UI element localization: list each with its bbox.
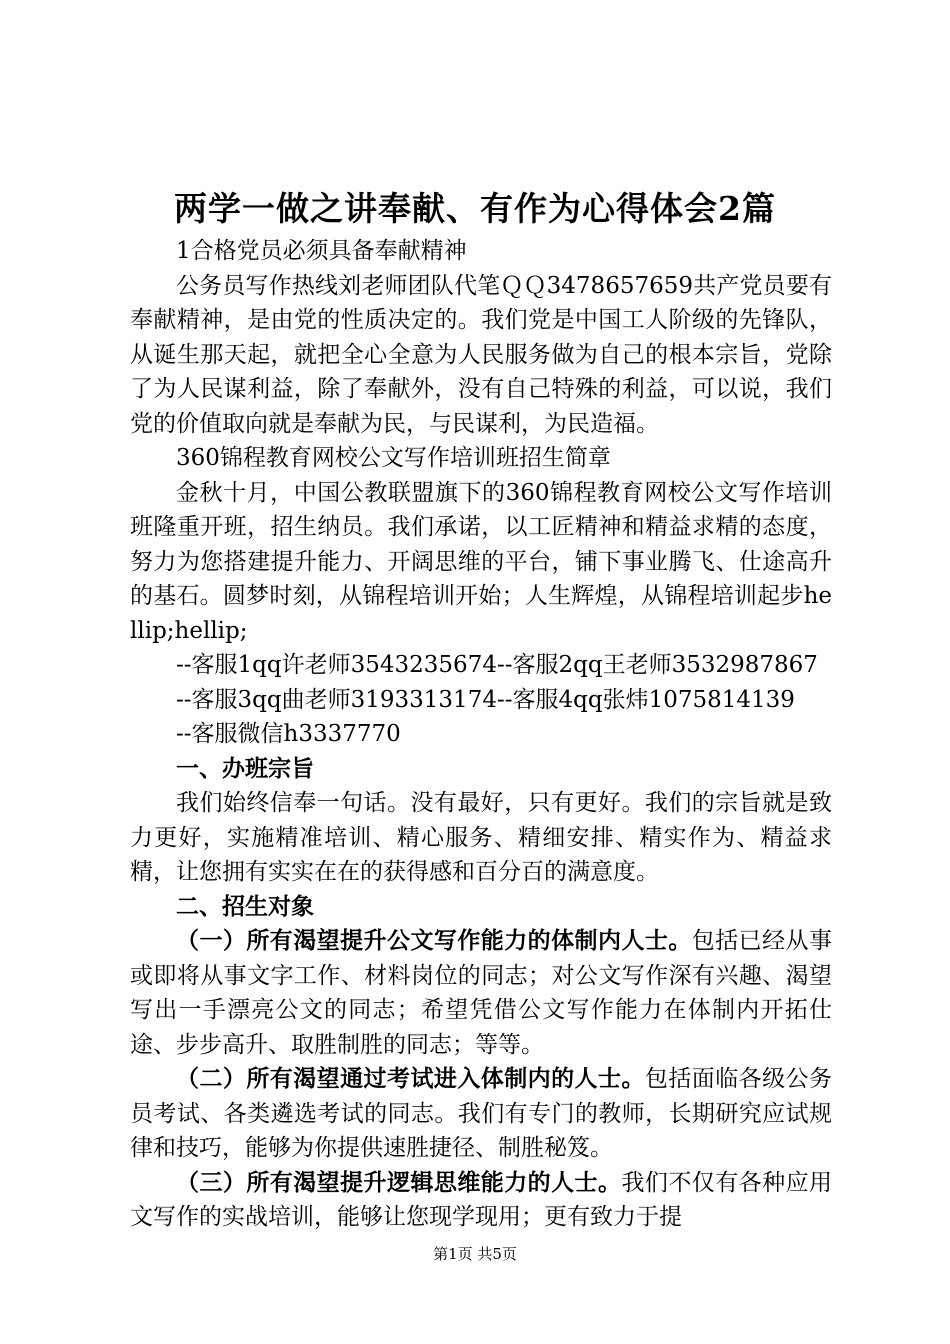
paragraph-text: 包括面临各级公务员考试、各类遴选考试的同志。我们有专门的教师，长期研究应试规律和技巧，能够为你提供速胜捷径、制胜秘笈。 [130,1066,833,1161]
paragraph-lead: （三）所有渴望提升逻辑思维能力的人士。 [176,1168,622,1196]
paragraph-text: 1合格党员必须具备奉献精神 [176,238,467,264]
paragraph-text: 360锦程教育网校公文写作培训班招生简章 [176,445,611,471]
paragraph-ad-intro [130,476,832,649]
paragraph-audience-1 [130,924,832,1062]
paragraph-ad-title [130,441,832,476]
paragraph-lead: （二）所有渴望通过考试进入体制内的人士。 [176,1065,645,1092]
paragraph-audience-2 [130,1062,832,1166]
paragraph-contact-1 [130,648,832,683]
document-title: 两学一做之讲奉献、有作为心得体会2篇 [174,189,776,228]
document-body [130,234,832,1235]
section-heading-purpose: 一、办班宗旨 [176,754,314,782]
paragraph-text: 包括已经从事或即将从事文字工作、材料岗位的同志；对公文写作深有兴趣、渴望写出一手漂亮公文的同志；希望凭借公文写作能力在体制内开拓仕途、步步高升、取胜制胜的同志；等等。 [130,928,833,1058]
paragraph-contact-2 [130,683,832,718]
paragraph-lead: （一）所有渴望提升公文写作能力的体制内人士。 [176,927,692,954]
section-heading-audience: 二、招生对象 [176,892,314,920]
paragraph-text: --客服3qq曲老师3193313174--客服4qq张炜1075814139 [176,686,795,713]
paragraph-audience-3 [130,1166,832,1235]
paragraph-text: 我们不仅有各种应用文写作的实战培训，能够让您现学现用；更有致力于提 [130,1169,833,1230]
paragraph-purpose [130,786,832,890]
paragraph-dedication [130,269,832,442]
paragraph-text: 我们始终信奉一句话。没有最好，只有更好。我们的宗旨就是致力更好，实施精准培训、精心服务、精细安排、精实作为、精益求精，让您拥有实实在在的获得感和百分百的满意度。 [130,790,832,885]
paragraph-contact-3 [130,717,832,752]
paragraph-subtitle-1 [130,234,832,269]
paragraph-text: --客服1qq许老师3543235674--客服2qq王老师3532987867 [176,652,818,678]
paragraph-text: --客服微信h3337770 [176,721,401,747]
paragraph-text: 公务员写作热线刘老师团队代笔ＱＱ3478657659共产党员要有奉献精神，是由党的性质决定的。我们党是中国工人阶级的先锋队，从诞生那天起，就把全心全意为人民服务做为自己的根本宗旨，党除了为人民谋利益，除了奉献外，没有自己特殊的利益，可以说，我们党的价值取向就是奉献为民，与民谋利，为民造福。 [130,272,832,437]
page-footer: 第1页 共5页 [433,1245,517,1263]
paragraph-text: 金秋十月，中国公教联盟旗下的360锦程教育网校公文写作培训班隆重开班，招生纳员。我们承诺，以工匠精神和精益求精的态度，努力为您搭建提升能力、开阔思维的平台，铺下事业腾飞、仕途高升的基石。圆梦时刻，从锦程培训开始；人生辉煌，从锦程培训起步hellip;hellip; [130,479,832,644]
